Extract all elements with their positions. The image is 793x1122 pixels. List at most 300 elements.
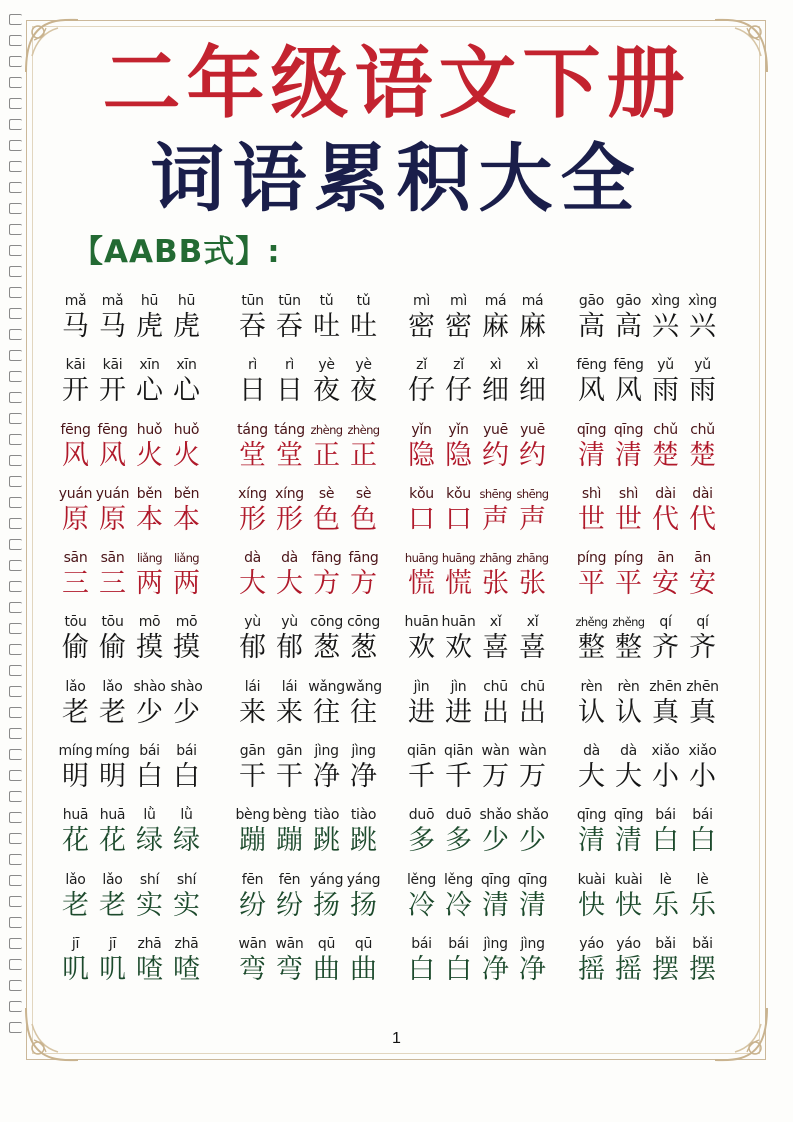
hanzi: 口 bbox=[408, 503, 435, 535]
character-cell bbox=[308, 485, 345, 537]
pinyin: jìn bbox=[450, 678, 467, 695]
pinyin: yuán bbox=[58, 485, 93, 502]
hanzi: 方 bbox=[350, 568, 377, 600]
character-cell bbox=[94, 292, 131, 344]
hanzi: 欢 bbox=[445, 632, 472, 664]
character-cell bbox=[647, 742, 684, 794]
pinyin: shēng bbox=[479, 486, 512, 501]
pinyin: má bbox=[521, 293, 544, 309]
pinyin: qiān bbox=[443, 743, 474, 760]
pinyin: yè bbox=[355, 357, 372, 374]
character-cell bbox=[514, 742, 551, 794]
hanzi: 马 bbox=[99, 311, 126, 342]
pinyin: tūn bbox=[241, 293, 264, 309]
binding-ring bbox=[9, 518, 22, 529]
binding-ring bbox=[9, 749, 22, 760]
hanzi: 原 bbox=[99, 503, 126, 535]
character-cell bbox=[477, 292, 514, 344]
pinyin: táng bbox=[237, 421, 268, 438]
hanzi: 小 bbox=[652, 761, 679, 793]
hanzi: 兴 bbox=[689, 311, 716, 342]
pinyin: yù bbox=[281, 614, 298, 631]
hanzi: 进 bbox=[445, 696, 472, 728]
hanzi: 摆 bbox=[652, 953, 679, 985]
hanzi: 安 bbox=[689, 568, 716, 600]
character-cell bbox=[308, 806, 345, 858]
pinyin: táng bbox=[274, 421, 305, 438]
character-cell bbox=[403, 421, 440, 473]
hanzi: 绿 bbox=[136, 825, 163, 857]
pinyin: cōng bbox=[347, 614, 380, 631]
hanzi: 慌 bbox=[445, 568, 472, 600]
character-cell bbox=[573, 742, 610, 794]
hanzi: 张 bbox=[482, 568, 509, 600]
pinyin: wǎng bbox=[308, 678, 345, 695]
character-cell bbox=[271, 421, 308, 473]
hanzi: 小 bbox=[689, 761, 716, 793]
word-row bbox=[52, 421, 742, 485]
pinyin: shǎo bbox=[479, 807, 512, 824]
character-cell bbox=[647, 549, 684, 601]
pinyin: qīng bbox=[576, 807, 607, 824]
character-cell bbox=[573, 678, 610, 730]
pinyin: huāng bbox=[441, 551, 476, 566]
pinyin: bèng bbox=[235, 807, 270, 824]
hanzi: 乐 bbox=[652, 889, 679, 921]
hanzi: 形 bbox=[276, 503, 303, 535]
hanzi: 约 bbox=[519, 439, 546, 471]
binding-ring bbox=[9, 392, 22, 403]
hanzi: 方 bbox=[313, 568, 340, 600]
character-cell bbox=[57, 678, 94, 730]
pinyin: shēng bbox=[516, 486, 549, 501]
hanzi: 葱 bbox=[350, 632, 377, 664]
character-cell bbox=[610, 292, 647, 344]
hanzi: 清 bbox=[482, 889, 509, 921]
pinyin: yè bbox=[318, 357, 335, 374]
binding-ring bbox=[9, 602, 22, 613]
character-cell bbox=[647, 356, 684, 408]
pinyin: bái bbox=[411, 935, 432, 952]
hanzi: 高 bbox=[578, 311, 605, 342]
hanzi: 摸 bbox=[173, 632, 200, 664]
pinyin: jī bbox=[71, 935, 80, 952]
pinyin: fēng bbox=[97, 421, 128, 438]
pinyin: lè bbox=[659, 871, 672, 888]
hanzi: 大 bbox=[578, 761, 605, 793]
hanzi: 色 bbox=[313, 503, 340, 535]
pinyin: kāi bbox=[65, 357, 86, 374]
hanzi: 仔 bbox=[408, 375, 435, 407]
pinyin: jìng bbox=[520, 935, 545, 952]
pinyin: duō bbox=[408, 807, 435, 824]
pinyin: xìng bbox=[688, 293, 717, 309]
binding-ring bbox=[9, 476, 22, 487]
character-cell bbox=[647, 421, 684, 473]
pinyin: fāng bbox=[348, 550, 379, 567]
character-cell bbox=[308, 421, 345, 473]
hanzi: 净 bbox=[350, 761, 377, 793]
character-cell bbox=[94, 549, 131, 601]
pinyin: tūn bbox=[278, 293, 301, 309]
character-cell bbox=[94, 485, 131, 537]
character-cell bbox=[168, 742, 205, 794]
binding-ring bbox=[9, 434, 22, 445]
pinyin: běn bbox=[173, 485, 200, 502]
character-cell bbox=[647, 871, 684, 923]
pinyin: zǐ bbox=[416, 357, 427, 374]
pinyin: huāng bbox=[404, 551, 439, 566]
binding-ring bbox=[9, 560, 22, 571]
character-cell bbox=[610, 935, 647, 987]
character-cell bbox=[477, 485, 514, 537]
binding-ring bbox=[9, 980, 22, 991]
character-cell bbox=[684, 356, 721, 408]
pinyin: qīng bbox=[480, 871, 511, 888]
hanzi: 老 bbox=[62, 696, 89, 728]
pinyin: shào bbox=[133, 678, 166, 695]
word-row bbox=[52, 871, 742, 935]
character-cell bbox=[345, 356, 382, 408]
character-cell bbox=[440, 292, 477, 344]
character-cell bbox=[514, 806, 551, 858]
character-cell bbox=[234, 806, 271, 858]
character-cell bbox=[57, 485, 94, 537]
word-row bbox=[52, 678, 742, 742]
hanzi: 冷 bbox=[408, 889, 435, 921]
character-cell bbox=[308, 549, 345, 601]
hanzi: 清 bbox=[615, 825, 642, 857]
character-cell bbox=[573, 806, 610, 858]
pinyin: xǐ bbox=[489, 614, 502, 631]
character-cell bbox=[403, 871, 440, 923]
character-cell bbox=[131, 421, 168, 473]
hanzi: 偷 bbox=[99, 632, 126, 664]
hanzi: 两 bbox=[136, 568, 163, 600]
hanzi: 马 bbox=[62, 311, 89, 342]
pinyin: zhēn bbox=[649, 678, 682, 695]
hanzi: 心 bbox=[173, 375, 200, 407]
pinyin: bái bbox=[692, 807, 713, 824]
character-cell bbox=[440, 806, 477, 858]
character-cell bbox=[514, 356, 551, 408]
character-cell bbox=[514, 935, 551, 987]
character-cell bbox=[514, 871, 551, 923]
pinyin: xíng bbox=[238, 485, 267, 502]
word-row bbox=[52, 292, 742, 356]
hanzi: 叽 bbox=[62, 953, 89, 985]
hanzi: 正 bbox=[313, 439, 340, 471]
pinyin: qí bbox=[659, 614, 672, 631]
pinyin: yǔ bbox=[657, 357, 674, 374]
pinyin: mǎ bbox=[64, 293, 87, 309]
character-cell bbox=[271, 549, 308, 601]
hanzi: 净 bbox=[313, 761, 340, 793]
pinyin: sān bbox=[63, 550, 88, 567]
hanzi: 叽 bbox=[99, 953, 126, 985]
hanzi: 细 bbox=[519, 375, 546, 407]
hanzi: 摸 bbox=[136, 632, 163, 664]
pinyin: gāo bbox=[578, 293, 605, 309]
character-cell bbox=[94, 356, 131, 408]
pinyin: bǎi bbox=[692, 935, 713, 952]
character-cell bbox=[684, 613, 721, 665]
pinyin: dà bbox=[583, 743, 600, 760]
word-row bbox=[52, 356, 742, 420]
binding-ring bbox=[9, 917, 22, 928]
pinyin: tǔ bbox=[319, 293, 334, 309]
hanzi: 跳 bbox=[313, 825, 340, 857]
hanzi: 净 bbox=[519, 953, 546, 985]
hanzi: 形 bbox=[239, 503, 266, 535]
character-cell bbox=[403, 292, 440, 344]
binding-ring bbox=[9, 791, 22, 802]
character-cell bbox=[345, 613, 382, 665]
character-cell bbox=[94, 935, 131, 987]
page-subtitle: 词语累积大全 bbox=[150, 136, 643, 222]
pinyin: kāi bbox=[102, 357, 123, 374]
hanzi: 蹦 bbox=[239, 825, 266, 857]
pinyin: bái bbox=[139, 743, 160, 760]
hanzi: 多 bbox=[445, 825, 472, 857]
pinyin: bǎi bbox=[655, 935, 676, 952]
hanzi: 万 bbox=[482, 761, 509, 793]
character-cell bbox=[131, 485, 168, 537]
pinyin: zhèng bbox=[310, 422, 343, 437]
binding-ring bbox=[9, 329, 22, 340]
hanzi: 本 bbox=[136, 503, 163, 535]
pinyin: kuài bbox=[614, 871, 643, 888]
pinyin: mì bbox=[413, 293, 430, 309]
character-cell bbox=[573, 871, 610, 923]
character-cell bbox=[440, 678, 477, 730]
hanzi: 火 bbox=[136, 439, 163, 471]
hanzi: 老 bbox=[99, 889, 126, 921]
character-cell bbox=[271, 356, 308, 408]
binding-ring bbox=[9, 1001, 22, 1012]
hanzi: 花 bbox=[62, 825, 89, 857]
pinyin: sè bbox=[318, 485, 335, 502]
hanzi: 口 bbox=[445, 503, 472, 535]
pinyin: tiào bbox=[313, 807, 340, 824]
pinyin: zhāng bbox=[479, 551, 512, 566]
character-cell bbox=[684, 292, 721, 344]
character-cell bbox=[234, 292, 271, 344]
pinyin: zhā bbox=[174, 935, 199, 952]
character-cell bbox=[168, 613, 205, 665]
pinyin: wǎng bbox=[345, 678, 382, 695]
pinyin: mō bbox=[138, 614, 161, 631]
character-cell bbox=[308, 742, 345, 794]
hanzi: 绿 bbox=[173, 825, 200, 857]
pinyin: xìng bbox=[651, 293, 680, 309]
character-cell bbox=[308, 935, 345, 987]
binding-ring bbox=[9, 14, 22, 25]
hanzi: 喜 bbox=[519, 632, 546, 664]
character-cell bbox=[610, 742, 647, 794]
character-cell bbox=[57, 742, 94, 794]
character-cell bbox=[403, 485, 440, 537]
hanzi: 实 bbox=[173, 889, 200, 921]
pinyin: fēn bbox=[241, 871, 264, 888]
character-cell bbox=[234, 613, 271, 665]
hanzi: 白 bbox=[652, 825, 679, 857]
hanzi: 干 bbox=[276, 761, 303, 793]
character-cell bbox=[610, 485, 647, 537]
hanzi: 万 bbox=[519, 761, 546, 793]
character-cell bbox=[514, 678, 551, 730]
hanzi: 白 bbox=[173, 761, 200, 793]
character-cell bbox=[131, 678, 168, 730]
pinyin: lǎo bbox=[65, 871, 86, 888]
character-cell bbox=[440, 549, 477, 601]
character-cell bbox=[514, 485, 551, 537]
hanzi: 净 bbox=[482, 953, 509, 985]
pinyin: xǐ bbox=[526, 614, 539, 631]
pinyin: jī bbox=[108, 935, 117, 952]
character-cell bbox=[271, 806, 308, 858]
character-cell bbox=[477, 678, 514, 730]
hanzi: 色 bbox=[350, 503, 377, 535]
hanzi: 干 bbox=[239, 761, 266, 793]
hanzi: 火 bbox=[173, 439, 200, 471]
pinyin: xīn bbox=[139, 357, 160, 374]
hanzi: 平 bbox=[615, 568, 642, 600]
character-cell bbox=[57, 613, 94, 665]
character-cell bbox=[131, 549, 168, 601]
hanzi: 认 bbox=[615, 696, 642, 728]
character-cell bbox=[345, 871, 382, 923]
pinyin: tǔ bbox=[356, 293, 371, 309]
pinyin: qí bbox=[696, 614, 709, 631]
binding-ring bbox=[9, 371, 22, 382]
hanzi: 吞 bbox=[276, 311, 303, 342]
character-cell bbox=[168, 806, 205, 858]
hanzi: 声 bbox=[519, 503, 546, 535]
character-cell bbox=[345, 485, 382, 537]
character-cell bbox=[345, 935, 382, 987]
word-row bbox=[52, 935, 742, 999]
pinyin: wān bbox=[275, 935, 304, 952]
hanzi: 代 bbox=[652, 503, 679, 535]
hanzi: 大 bbox=[276, 568, 303, 600]
hanzi: 开 bbox=[99, 375, 126, 407]
character-cell bbox=[610, 678, 647, 730]
hanzi: 清 bbox=[519, 889, 546, 921]
hanzi: 风 bbox=[578, 375, 605, 407]
pinyin: huā bbox=[99, 807, 126, 824]
character-cell bbox=[610, 806, 647, 858]
pinyin: gān bbox=[276, 743, 303, 760]
pinyin: fēng bbox=[60, 421, 91, 438]
pinyin: mǎ bbox=[101, 293, 124, 309]
binding-ring bbox=[9, 833, 22, 844]
character-cell bbox=[57, 356, 94, 408]
hanzi: 出 bbox=[519, 696, 546, 728]
character-cell bbox=[57, 871, 94, 923]
pinyin: yáng bbox=[309, 871, 344, 888]
pinyin: bái bbox=[655, 807, 676, 824]
pinyin: cōng bbox=[310, 614, 343, 631]
character-cell bbox=[684, 742, 721, 794]
character-cell bbox=[647, 806, 684, 858]
hanzi: 本 bbox=[173, 503, 200, 535]
hanzi: 开 bbox=[62, 375, 89, 407]
hanzi: 千 bbox=[408, 761, 435, 793]
hanzi: 白 bbox=[689, 825, 716, 857]
binding-ring bbox=[9, 581, 22, 592]
character-cell bbox=[131, 935, 168, 987]
hanzi: 摇 bbox=[578, 953, 605, 985]
binding-ring bbox=[9, 308, 22, 319]
pinyin: yáng bbox=[346, 871, 381, 888]
hanzi: 吞 bbox=[239, 311, 266, 342]
pinyin: gāo bbox=[615, 293, 642, 309]
hanzi: 快 bbox=[615, 889, 642, 921]
pinyin: xīn bbox=[176, 357, 197, 374]
pinyin: shào bbox=[170, 678, 203, 695]
pinyin: sè bbox=[355, 485, 372, 502]
character-cell bbox=[271, 485, 308, 537]
pinyin: yǐn bbox=[448, 421, 469, 438]
pinyin: liǎng bbox=[136, 551, 163, 566]
character-cell bbox=[271, 871, 308, 923]
hanzi: 大 bbox=[239, 568, 266, 600]
hanzi: 喳 bbox=[136, 953, 163, 985]
character-cell bbox=[308, 356, 345, 408]
character-cell bbox=[94, 678, 131, 730]
pinyin: zhěng bbox=[612, 615, 645, 630]
hanzi: 郁 bbox=[276, 632, 303, 664]
hanzi: 安 bbox=[652, 568, 679, 600]
character-cell bbox=[684, 421, 721, 473]
hanzi: 日 bbox=[276, 375, 303, 407]
pinyin: wàn bbox=[481, 743, 510, 760]
word-row bbox=[52, 549, 742, 613]
hanzi: 少 bbox=[482, 825, 509, 857]
binding-ring bbox=[9, 812, 22, 823]
hanzi: 细 bbox=[482, 375, 509, 407]
word-row bbox=[52, 742, 742, 806]
hanzi: 冷 bbox=[445, 889, 472, 921]
pinyin: píng bbox=[576, 550, 607, 567]
character-cell bbox=[271, 678, 308, 730]
hanzi: 往 bbox=[350, 696, 377, 728]
hanzi: 弯 bbox=[276, 953, 303, 985]
hanzi: 喜 bbox=[482, 632, 509, 664]
pinyin: xíng bbox=[275, 485, 304, 502]
hanzi: 老 bbox=[99, 696, 126, 728]
character-cell bbox=[477, 806, 514, 858]
hanzi: 密 bbox=[408, 311, 435, 342]
character-cell bbox=[403, 613, 440, 665]
character-cell bbox=[234, 421, 271, 473]
pinyin: qīng bbox=[517, 871, 548, 888]
character-cell bbox=[684, 485, 721, 537]
character-cell bbox=[514, 292, 551, 344]
hanzi: 整 bbox=[578, 632, 605, 664]
hanzi: 往 bbox=[313, 696, 340, 728]
pinyin: zhèng bbox=[347, 422, 380, 437]
hanzi: 原 bbox=[62, 503, 89, 535]
hanzi: 风 bbox=[615, 375, 642, 407]
binding-ring bbox=[9, 686, 22, 697]
pinyin: zhāng bbox=[516, 551, 549, 566]
pinyin: zǐ bbox=[453, 357, 464, 374]
pinyin: dài bbox=[692, 485, 713, 502]
pinyin: lǎo bbox=[102, 678, 123, 695]
character-cell bbox=[477, 613, 514, 665]
